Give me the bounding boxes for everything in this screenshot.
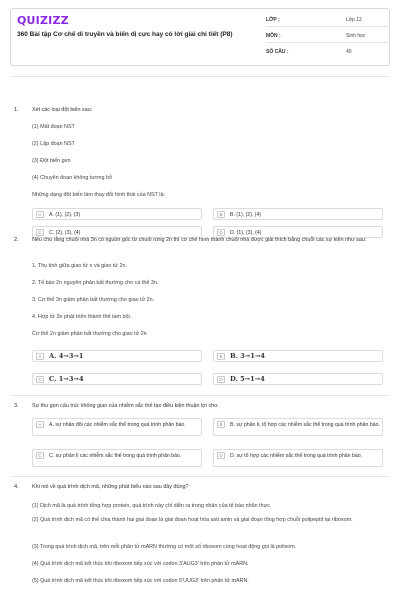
- question-line: (5) Quá trình dịch mã kết thúc khi riboxom tiếp xúc với codon 5'UUG3' trên phân tử mARN.: [32, 578, 249, 584]
- option-text: A. sự nhân đôi các nhiễm sắc thể trong quá trình phân bào.: [49, 421, 186, 428]
- question-line: 1. Thụ tinh giữa giao tử n và giao tử 2n.: [32, 263, 127, 269]
- meta-label: LỚP :: [266, 17, 280, 23]
- option-text: D. (1), (3), (4): [230, 229, 262, 236]
- option-letter-badge: B: [217, 421, 225, 428]
- option-b[interactable]: [213, 350, 383, 362]
- option-c[interactable]: [32, 373, 202, 385]
- question-line: (1) Dịch mã là quá trình tổng hợp protein, quá trình này chỉ diễn ra trong nhân của tế bào nhân thực.: [32, 503, 272, 509]
- option-letter-badge: B: [217, 353, 225, 360]
- question-line: Những dạng đột biến làm thay đổi hình thái của NST là:: [32, 192, 165, 198]
- question-number: 1.: [14, 107, 19, 113]
- divider: [10, 476, 390, 477]
- document-header: [10, 8, 390, 66]
- option-letter-badge: D: [217, 376, 225, 383]
- question-stem: Xét các loại đột biến sau:: [32, 107, 93, 113]
- option-c[interactable]: [32, 449, 202, 467]
- question-stem: Khi nói về quá trình dịch mã, những phát biểu nào sau đây đúng?: [32, 484, 189, 490]
- question-line: 3. Cơ thể 3n giảm phân bất thường cho giao tử 2n.: [32, 297, 155, 303]
- question-line: (2) Lặp đoạn NST: [32, 141, 75, 147]
- option-d[interactable]: [213, 449, 383, 467]
- option-letter-badge: D: [217, 452, 225, 459]
- question-number: 4.: [14, 484, 19, 490]
- question-line: (3) Trong quá trình dịch mã, trên mỗi phân tử mARN thường có một số riboxom cùng hoạt động gọi là polixom.: [32, 544, 297, 550]
- question-line: (3) Đột biến gen: [32, 158, 71, 164]
- option-letter-badge: A: [36, 353, 44, 360]
- option-text: D. sự tổ hợp các nhiễm sắc thể trong quá trình phân bào.: [230, 452, 363, 459]
- option-text: B. (1), (2), (4): [230, 211, 262, 218]
- divider: [10, 395, 390, 396]
- option-text: C. 1→3→4: [49, 375, 84, 383]
- option-a[interactable]: [32, 418, 202, 436]
- option-text: C. (2), (3), (4): [49, 229, 81, 236]
- meta-subject: [266, 29, 388, 43]
- question-number: 2.: [14, 237, 19, 243]
- option-text: D. 5→1→4: [230, 375, 265, 383]
- question-line: (1) Mất đoạn NST: [32, 124, 75, 130]
- option-letter-badge: C: [36, 452, 44, 459]
- divider: [10, 76, 390, 77]
- option-letter-badge: A: [36, 211, 44, 218]
- meta-label: SỐ CÂU :: [266, 49, 289, 55]
- meta-grade: [266, 13, 388, 27]
- option-letter-badge: D: [217, 229, 225, 236]
- question-number: 3.: [14, 403, 19, 409]
- option-text: A. (1), (2), (3): [49, 211, 81, 218]
- option-b[interactable]: [213, 418, 383, 436]
- meta-value: 40: [346, 49, 352, 55]
- option-letter-badge: B: [217, 211, 225, 218]
- question-stem: Nếu cho rằng chuối nhà 3n có nguồn gốc từ chuối rừng 2n thì cơ chế hình thành chuối nhà được giải thích bằng chuỗi các sự kiện như sau:: [32, 237, 367, 243]
- document-title: 360 Bài tập Cơ chế di truyền và biến dị cực hay có lời giải chi tiết (P8): [17, 31, 233, 38]
- meta-value: Sinh học: [346, 33, 366, 39]
- option-b[interactable]: [213, 208, 383, 220]
- option-a[interactable]: [32, 350, 202, 362]
- meta-value: Lớp 12: [346, 17, 362, 23]
- option-text: B. 3→1→4: [230, 352, 265, 360]
- option-text: B. sự phân li, tổ hợp các nhiễm sắc thể trong quá trình phân bào.: [230, 421, 380, 428]
- quizizz-logo: QUIZIZZ: [17, 14, 69, 27]
- option-letter-badge: A: [36, 421, 44, 428]
- meta-question-count: [266, 45, 388, 59]
- meta-label: MÔN :: [266, 33, 281, 39]
- option-text: C. sự phân li các nhiễm sắc thể trong quá trình phân bào.: [49, 452, 182, 459]
- question-stem: Sự thu gọn cấu trúc không gian của nhiễm sắc thể tạo điều kiện thuận lợi cho:: [32, 403, 219, 409]
- question-line: Cơ thể 2n giảm phân bất thường cho giao tử 2n: [32, 331, 147, 337]
- option-d[interactable]: [213, 373, 383, 385]
- question-line: 2. Tế bào 2n nguyên phân bất thường cho cá thể 3n.: [32, 280, 159, 286]
- option-text: A. 4→3→1: [49, 352, 84, 360]
- question-line: (2) Quá trình dịch mã có thể chia thành hai giai đoạn là giai đoạn hoạt hóa axit amin và giai đoạn tổng hợp chuỗi polipeptit tại riboxom.: [32, 517, 353, 523]
- question-line: 4. Hợp tử 3n phát triển thành thể tam bội.: [32, 314, 132, 320]
- option-letter-badge: C: [36, 229, 44, 236]
- question-line: (4) Quá trình dịch mã kết thúc khi riboxom tiếp xúc với codon 3'AUG3' trên phân tử mARN.: [32, 561, 249, 567]
- option-a[interactable]: [32, 208, 202, 220]
- question-line: (4) Chuyển đoạn không tương hỗ: [32, 175, 112, 181]
- option-letter-badge: C: [36, 376, 44, 383]
